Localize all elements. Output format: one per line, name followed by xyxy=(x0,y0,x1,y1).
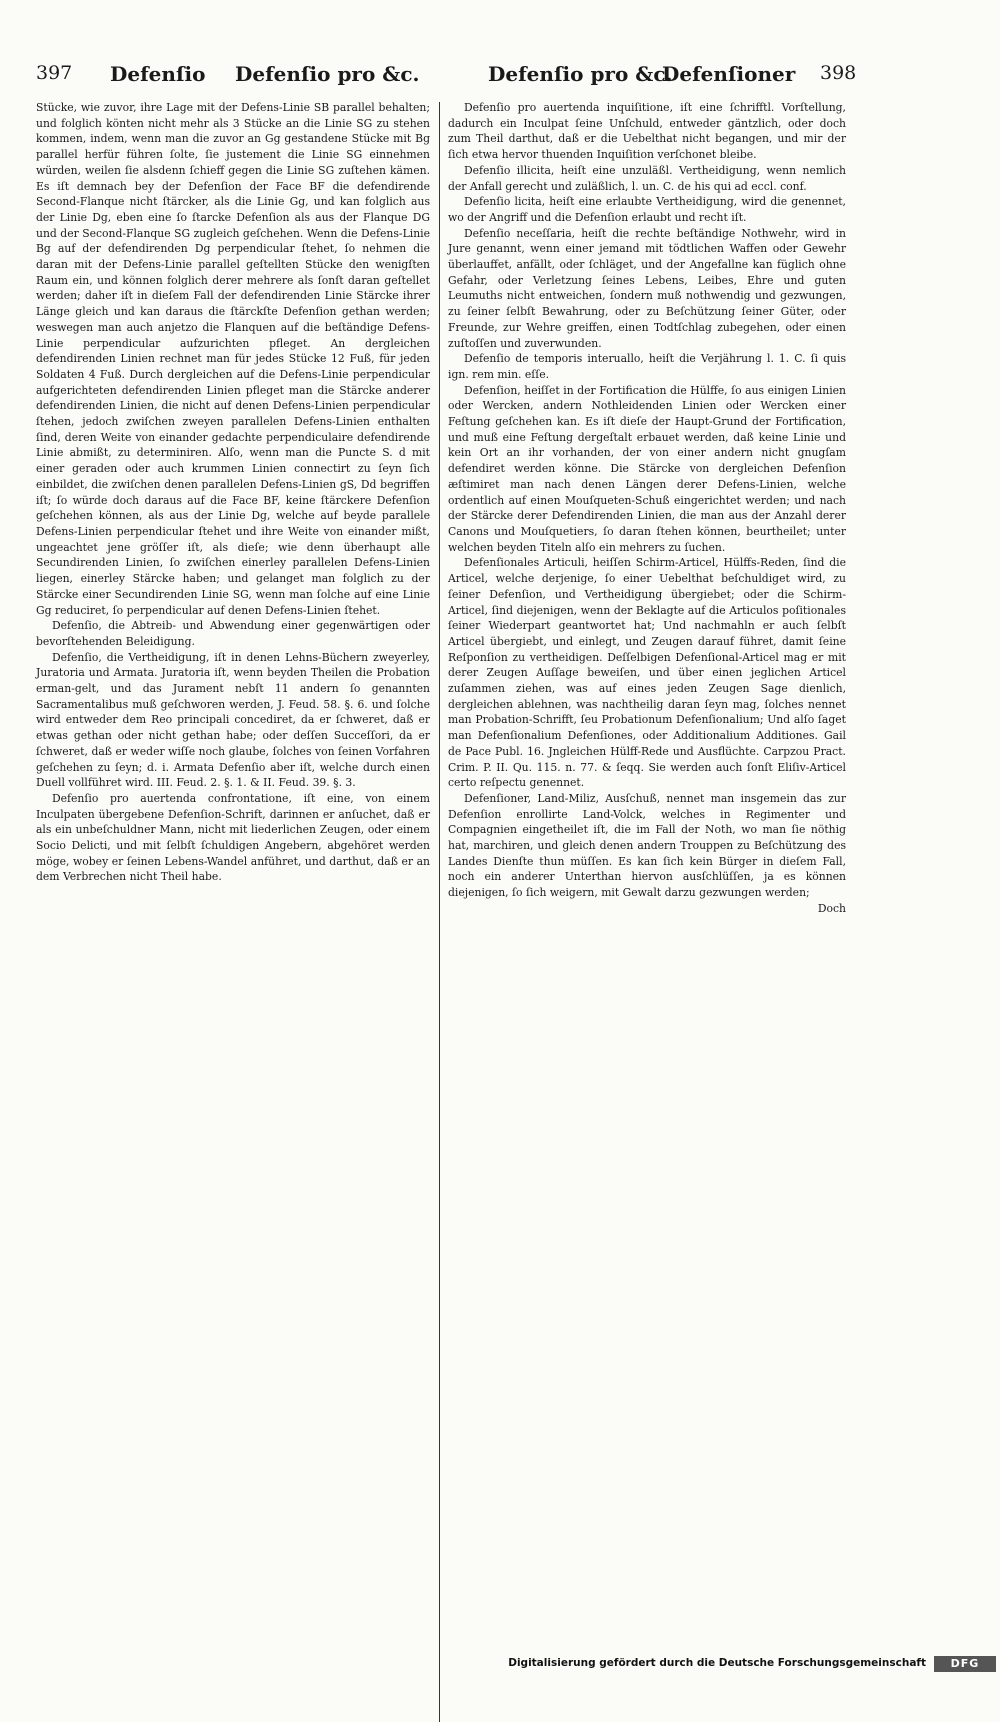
paragraph: Defenſion, heiſſet in der Fortification die Hülffe, ſo aus einigen Linien oder Wercken, andern Nothleidenden Linien oder Wercken einer Feſtung geſchehen kan. Es iſt dieſe der Haupt-Grund der Fortification, und muß eine Feſtung dergeſtalt erbauet werden, daß keine Linie und kein Ort an ihr vorhanden, der von einer andern nicht gnugſam defendiret werden könne. Die Stärcke von dergleichen Defenſion æſtimiret man nach denen Längen derer Defens-Linien, welche ordentlich auf einen Mouſqueten-Schuß eingerichtet werden; und nach der Stärcke derer Defendirenden Linien, die man aus der Anzahl derer Canons und Mouſquetiers, ſo daran ſtehen können, beurtheilet; unter welchen beyden Titeln alſo ein mehrers zu ſuchen. xyxy=(448,383,846,554)
paragraph: Defenſionales Articuli, heiſſen Schirm-Articel, Hülffs-Reden, ſind die Articel, welche derjenige, ſo einer Uebelthat beſchuldiget wird, zu ſeiner Defenſion, und Vertheidigung übergiebet; oder die Schirm-Articel, ſind diejenigen, wenn der Beklagte auf die Articulos poſitionales ſeiner Wiederpart geantwortet hat; Und nachmahln er auch ſelbſt Articel übergiebt, und einlegt, und Zeugen darauf führet, damit ſeine Reſponſion zu vertheidigen. Deſſelbigen Defenſional-Articel mag er mit derer Zeugen Auſſage beweiſen, und über einen jeglichen Articel zuſammen ziehen, was auf eines jeden Zeugen Sage dienlich, dergleichen ablehnen, was nachtheilig daran ſeyn mag, ſolches nennet man Probation-Schrifft, ſeu Probationum Defenſionalium; Und alſo ſaget man Defenſionalium Defenſiones, oder Additionalium Additiones. Gail de Pace Publ. 16. Jngleichen Hülff-Rede und Ausflüchte. Carpzou Pract. Crim. P. II. Qu. 115. n. 77. & ſeqq. Sie werden auch ſonſt Eliſiv-Articel certo reſpectu genennet. xyxy=(448,556,846,790)
paragraph: Defenſio illicita, heiſt eine unzuläßl. Vertheidigung, wenn nemlich der Anfall gerecht und zuläßlich, l. un. C. de his qui ad eccl. conf. xyxy=(448,163,846,193)
footer-bar xyxy=(0,1654,1000,1674)
running-head-right-1: Defenſio pro &c. xyxy=(488,62,673,86)
running-head-right-2: Defenſioner xyxy=(662,62,796,86)
paragraph: Defenſio, die Abtreib- und Abwendung einer gegenwärtigen oder bevorſtehenden Beleidigung. xyxy=(36,619,430,648)
running-head-left-2: Defenſio pro &c. xyxy=(235,62,420,86)
right-column xyxy=(448,100,846,1674)
funding-credit: Digitalisierung gefördert durch die Deutsche Forschungsgemeinschaft xyxy=(508,1657,926,1669)
running-head xyxy=(30,62,910,92)
paragraph: Defenſioner, Land-Miliz, Ausſchuß, nennet man insgemein das zur Defenſion enrollirte Land-Volck, welches in Regimenter und Compagnien eingetheilet iſt, die im Fall der Noth, wo man ſie nöthig hat, marchiren, und gleich denen andern Trouppen zu Beſchützung des Landes Dienſte thun müſſen. Es kan ſich kein Bürger in dieſem Fall, noch ein anderer Unterthan hiervon ausſchlüſſen, ja es können diejenigen, ſo ſich weigern, mit Gewalt darzu gezwungen werden; xyxy=(448,791,846,900)
paragraph: Defenſio de temporis interuallo, heiſt die Verjährung l. 1. C. ſi quis ign. rem min. eſſe. xyxy=(448,352,846,381)
paragraph: Defenſio pro auertenda confrontatione, iſt eine, von einem Inculpaten übergebene Defenſion-Schrift, darinnen er anſuchet, daß er als ein unbeſchuldner Mann, nicht mit liederlichen Zeugen, oder einem Socio Delicti, und mit ſelbſt ſchuldigen Angebern, abgehöret werden möge, wobey er ſeinen Lebens-Wandel anführet, und darthut, daß er an dem Verbrechen nicht Theil habe. xyxy=(36,791,430,884)
catchword: Doch xyxy=(817,901,846,915)
paragraph: Defenſio licita, heiſt eine erlaubte Vertheidigung, wird die genennet, wo der Angriff und die Defenſion erlaubt und recht iſt. xyxy=(448,195,846,224)
running-head-left-1: Defenſio xyxy=(110,62,206,86)
left-column xyxy=(36,100,430,1674)
column-divider xyxy=(439,102,440,1722)
page-number-right: 398 xyxy=(820,62,857,84)
page-number-left: 397 xyxy=(36,62,73,84)
paragraph: Defenſio neceſſaria, heiſt die rechte beſtändige Nothwehr, wird in Jure genannt, wenn einer jemand mit tödtlichen Waffen oder Gewehr überlauffet, anfällt, oder ſchläget, und der Angefallne kan füglich ohne Gefahr, oder Verletzung ſeines Lebens, Leibes, Ehre und guten Leumuths nicht entweichen, ſondern muß nothwendig und gezwungen, zu ſeiner ſelbſt Bewahrung, oder zu Beſchützung ſeiner Güter, oder Freunde, zur Wehre greiffen, einen Todtſchlag zubegehen, oder einen zuſtoſſen und zuverwunden. xyxy=(448,226,846,350)
paragraph: Defenſio, die Vertheidigung, iſt in denen Lehns-Büchern zweyerley, Juratoria und Armata. Juratoria iſt, wenn beyden Theilen die Probation erman-gelt, und das Jurament nebſt 11 andern ſo genannten Sacramentalibus muß geſchworen werden, J. Feud. 58. §. 6. und ſolche wird entweder dem Reo principali concediret, da er ſchweret, daß er etwas gethan oder nicht gethan habe; oder deſſen Succeſſori, da er ſchweret, daß er weder wiſſe noch glaube, ſolches von ſeinen Vorfahren geſchehen zu ſeyn; d. i. Armata Defenſio aber iſt, welche durch einen Duell vollführet wird. III. Feud. 2. §. 1. & II. Feud. 39. §. 3. xyxy=(36,650,430,790)
dfg-logo: DFG xyxy=(934,1656,996,1672)
paragraph: Stücke, wie zuvor, ihre Lage mit der Defens-Linie SB parallel behalten; und folglich könten nicht mehr als 3 Stücke an die Linie SG zu stehen kommen, indem, wenn man die zuvor an Gg gestandene Stücke mit Bg parallel herfür führen ſolte, ſie justement die Linie SG einnehmen würden, weilen ſie alsdenn ſchieff gegen die Linie SG zuſtehen kämen. Es iſt demnach bey der Defenſion der Face BF die defendirende Second-Flanque nicht ſtärcker, als die Linie Gg, und kan folglich aus der Linie Dg, eben eine ſo ſtarcke Defenſion als aus der Flanque DG und der Second-Flanque SG zugleich geſchehen. Wenn die Defens-Linie Bg auf der defendirenden Dg perpendicular ſtehet, ſo nehmen die daran mit der Defens-Linie parallel geſtellten Stücke den wenigſten Raum ein, und können folglich derer mehrere als ſonſt daran geſtellet werden; daher iſt in dieſem Fall der defendirenden Linie Stärcke ihrer Länge gleich und kan daraus die ſtärckſte Defenſion gethan werden; weswegen man auch anjetzo die Flanquen auf die beſtändige Defens-Linie perpendicular aufzurichten pfleget. An dergleichen defendirenden Linien rechnet man für jedes Stücke 12 Fuß, für jeden Soldaten 4 Fuß. Durch dergleichen auf die Defens-Linie perpendicular aufgerichteten defendirenden Linien pfleget man die Stärcke anderer defendirenden Linien, die nicht auf denen Defens-Linien perpendicular ſtehen, jedoch zwiſchen zweyen parallelen Defens-Linien enthalten ſind, deren Weite von einander gedachte perpendiculaire defendirende Linie abmißt, zu determiniren. Alſo, wenn man die Puncte S. d mit einer geraden oder auch krummen Linien connectirt zu ſeyn ſich einbildet, die zwiſchen denen parallelen Defens-Linien gS, Dd begriffen iſt; ſo würde doch daraus auf die Face BF, keine ſtärckere Defenſion geſchehen können, als aus der Linie Dg, welche auf beyde parallele Defens-Linien perpendicular ſtehet und ihre Weite von einander mißt, ungeachtet jene gröſſer iſt, als dieſe; wie denn überhaupt alle Secundirenden Linien, ſo zwiſchen einerley parallelen Defens-Linien liegen, einerley Stärcke haben; und gelanget man folglich zu der Stärcke einer Secundirenden Linie SG, wenn man ſolche auf eine Linie Gg reduciret, ſo perpendicular auf denen Defens-Linien ſtehet. xyxy=(36,101,430,617)
paragraph: Defenſio pro auertenda inquiſitione, iſt eine ſchrifftl. Vorſtellung, dadurch ein Inculpat ſeine Unſchuld, entweder gäntzlich, oder doch zum Theil darthut, daß er die Uebelthat nicht begangen, und mir der ſich etwa hervor thuenden Inquiſition verſchonet bleibe. xyxy=(448,101,846,162)
